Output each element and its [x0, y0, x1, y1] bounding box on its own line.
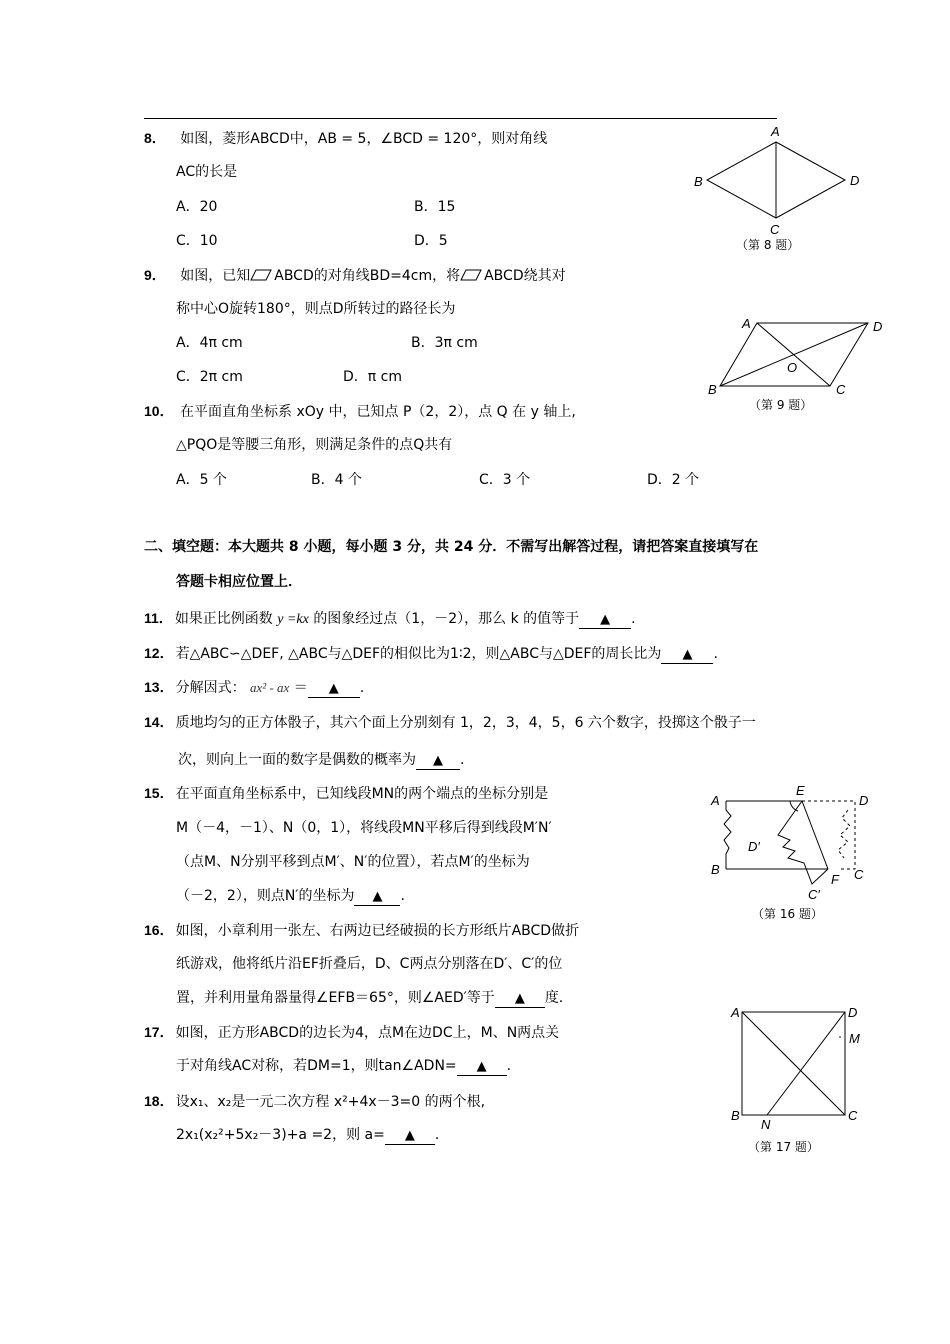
- q9-label-a: A: [742, 316, 751, 331]
- q15-text4: （－2，2），则点N′的坐标为: [176, 888, 355, 904]
- q16-label-c: C: [854, 867, 864, 882]
- q17-end: .: [506, 1058, 512, 1074]
- q17-square-figure: [725, 1000, 875, 1140]
- answer-triangle-icon: ▲: [514, 991, 525, 1006]
- q11-number: 11．: [144, 610, 173, 626]
- q17-label-a: A: [731, 1005, 740, 1020]
- q14-line1: [144, 712, 756, 733]
- q13-equals: ＝: [293, 680, 308, 696]
- q9-line2: 称中心O旋转180°，则点D所转过的路径长为: [176, 301, 456, 317]
- q9-text-c: ABCD绕其对: [484, 268, 566, 284]
- q9-option-c: C．2π cm: [176, 369, 243, 385]
- q9-option-b: B．3π cm: [411, 335, 478, 351]
- q8-label-b: B: [694, 174, 703, 189]
- q17-label-d: D: [848, 1005, 858, 1020]
- q15-line2: M（－4，－1）、N（0，1），将线段MN平移后得到线段M′N′: [176, 820, 552, 836]
- q14-line2: [178, 750, 464, 770]
- q9-option-d: D．π cm: [343, 369, 402, 385]
- q12: [144, 643, 718, 664]
- parallelogram-icon: [250, 269, 272, 281]
- section2-subtitle: 答题卡相应位置上．: [176, 574, 302, 590]
- q16-text3: 置，并利用量角器量得∠EFB＝65°，则∠AED′等于: [176, 990, 495, 1006]
- q9-label-o: O: [787, 360, 798, 375]
- q8-label-c: C: [770, 222, 780, 237]
- answer-triangle-icon: ▲: [404, 1128, 415, 1143]
- q17-label-m: M: [849, 1031, 860, 1046]
- q16-line3: [176, 988, 563, 1008]
- q16-caption: （第 16 题）: [752, 907, 823, 921]
- parallelogram-icon: [460, 269, 482, 281]
- q9-number: 9．: [144, 267, 166, 283]
- q10-option-c: C．3 个: [479, 472, 531, 488]
- q16-label-b: B: [711, 862, 720, 877]
- q16-fold-figure: [700, 780, 880, 910]
- q14-text2: 次，则向上一面的数字是偶数的概率为: [178, 752, 416, 768]
- q14-end: .: [460, 752, 465, 768]
- answer-triangle-icon: ▲: [372, 889, 383, 904]
- q17-answer-blank[interactable]: [457, 1058, 507, 1076]
- q10-option-d: D．2 个: [647, 472, 700, 488]
- q9-line1: [144, 265, 566, 286]
- q10-line2: △PQO是等腰三角形，则满足条件的点Q共有: [176, 437, 453, 453]
- q10-option-a: A．5 个: [176, 472, 227, 488]
- q17-number: 17．: [144, 1024, 174, 1040]
- q10-number: 10．: [144, 403, 174, 419]
- q17-label-b: B: [731, 1108, 740, 1123]
- q14-text: 质地均匀的正方体骰子，其六个面上分别刻有 1，2，3，4，5，6 六个数字，投掷这个骰子一: [175, 715, 756, 731]
- q18-line2: [176, 1125, 439, 1145]
- q18-end: .: [434, 1127, 440, 1143]
- q14-number: 14．: [144, 714, 174, 730]
- q11-end: .: [631, 611, 636, 627]
- q12-text: 若△ABC∽△DEF, △ABC与△DEF的相似比为1∶2，则△ABC与△DEF的周长比为: [175, 646, 662, 662]
- q14-answer-blank[interactable]: [416, 752, 460, 770]
- q16-line2: 纸游戏，他将纸片沿EF折叠后，D、C两点分别落在D′、C′的位: [176, 956, 563, 972]
- q18-line1: [144, 1091, 485, 1112]
- q11: [144, 608, 636, 630]
- q8-line2: AC的长是: [176, 164, 238, 180]
- q16-label-a: A: [711, 793, 720, 808]
- q8-number: 8．: [144, 130, 166, 146]
- header-rule: [144, 118, 777, 119]
- q10-line1: [144, 401, 576, 422]
- q15-line3: （点M、N分别平移到点M′、N′的位置），若点M′的坐标为: [176, 854, 530, 870]
- q10-option-b: B．4 个: [311, 472, 362, 488]
- q16-label-f: F: [831, 872, 839, 887]
- q13-end: .: [359, 680, 365, 696]
- q9-text-b: ABCD的对角线BD=4cm，将: [274, 268, 461, 284]
- q16-end: 度.: [544, 990, 564, 1006]
- q17-caption: （第 17 题）: [748, 1140, 819, 1154]
- q15-number: 15．: [144, 785, 174, 801]
- q16-label-d: D: [859, 793, 869, 808]
- answer-triangle-icon: ▲: [328, 681, 339, 696]
- q17-text2: 于对角线AC对称，若DM=1，则tan∠ADN=: [176, 1058, 457, 1074]
- q8-option-d: D．5: [414, 233, 448, 249]
- q11-formula: y =kx: [277, 612, 309, 627]
- q8-option-b: B．15: [414, 199, 456, 215]
- q8-line1: [144, 128, 547, 149]
- q8-text: 如图，菱形ABCD中，AB = 5，∠BCD = 120°，则对角线: [180, 131, 548, 147]
- q8-rhombus-figure: [690, 122, 870, 242]
- q15-line4: [176, 886, 405, 906]
- q17-label-c: C: [848, 1108, 858, 1123]
- q16-number: 16．: [144, 922, 174, 938]
- q11-text-post: 的图象经过点（1，－2），那么 k 的值等于: [313, 611, 580, 627]
- q13-text: 分解因式：: [175, 680, 246, 696]
- q10-text: 在平面直角坐标系 xOy 中，已知点 P（2，2），点 Q 在 y 轴上,: [180, 404, 576, 420]
- q8-option-c: C．10: [176, 233, 218, 249]
- q17-line1: [144, 1022, 559, 1043]
- q17-text1: 如图，正方形ABCD的边长为4，点M在边DC上，M、N两点关: [175, 1025, 560, 1041]
- q15-answer-blank[interactable]: [354, 888, 400, 906]
- q15-end: .: [400, 888, 405, 904]
- q8-option-a: A．20: [176, 199, 218, 215]
- answer-triangle-icon: ▲: [600, 612, 611, 627]
- q11-answer-blank[interactable]: [579, 611, 631, 629]
- q13-number: 13．: [144, 679, 174, 695]
- q11-text-pre: 如果正比例函数: [174, 611, 273, 627]
- q18-text1: 设x₁、x₂是一元二次方程 x²+4x－3=0 的两个根,: [175, 1094, 486, 1110]
- answer-triangle-icon: ▲: [682, 647, 693, 662]
- q9-caption: （第 9 题）: [749, 398, 813, 412]
- q13-formula: ax² - ax: [250, 680, 290, 695]
- q9-text-a: 如图，已知: [180, 268, 251, 284]
- q12-answer-blank[interactable]: [661, 646, 713, 664]
- q9-label-d: D: [873, 319, 883, 334]
- q17-line2: [176, 1056, 511, 1076]
- q12-end: .: [713, 646, 718, 662]
- answer-triangle-icon: ▲: [476, 1059, 487, 1074]
- q18-number: 18．: [144, 1093, 174, 1109]
- q9-option-a: A．4π cm: [176, 335, 243, 351]
- q12-number: 12．: [144, 645, 174, 661]
- q16-label-dprime: D′: [748, 839, 760, 854]
- q9-label-c: C: [836, 382, 846, 397]
- q8-label-d: D: [850, 173, 860, 188]
- q16-text1: 如图，小章利用一张左、右两边已经破损的长方形纸片ABCD做折: [175, 923, 580, 939]
- section2-title: 二、填空题：本大题共 8 小题，每小题 3 分，共 24 分．不需写出解答过程，请把答案直接填写在: [144, 539, 759, 555]
- q16-label-e: E: [796, 783, 805, 798]
- q9-parallelogram-figure: [700, 312, 900, 402]
- q8-caption: （第 8 题）: [736, 238, 800, 252]
- q9-label-b: B: [708, 382, 717, 397]
- q18-text2: 2x₁(x₂²+5x₂－3)+a =2，则 a=: [176, 1127, 385, 1143]
- q8-label-a: A: [771, 124, 780, 139]
- q16-label-cprime: C′: [808, 887, 820, 902]
- q13: [144, 677, 364, 698]
- answer-triangle-icon: ▲: [433, 753, 443, 768]
- q16-answer-blank[interactable]: [495, 990, 545, 1008]
- q16-line1: [144, 920, 579, 941]
- q15-text1: 在平面直角坐标系中，已知线段MN的两个端点的坐标分别是: [175, 786, 549, 802]
- q13-answer-blank[interactable]: [308, 680, 360, 698]
- q18-answer-blank[interactable]: [385, 1127, 435, 1145]
- q15-line1: [144, 783, 548, 804]
- q17-label-n: N: [761, 1117, 771, 1132]
